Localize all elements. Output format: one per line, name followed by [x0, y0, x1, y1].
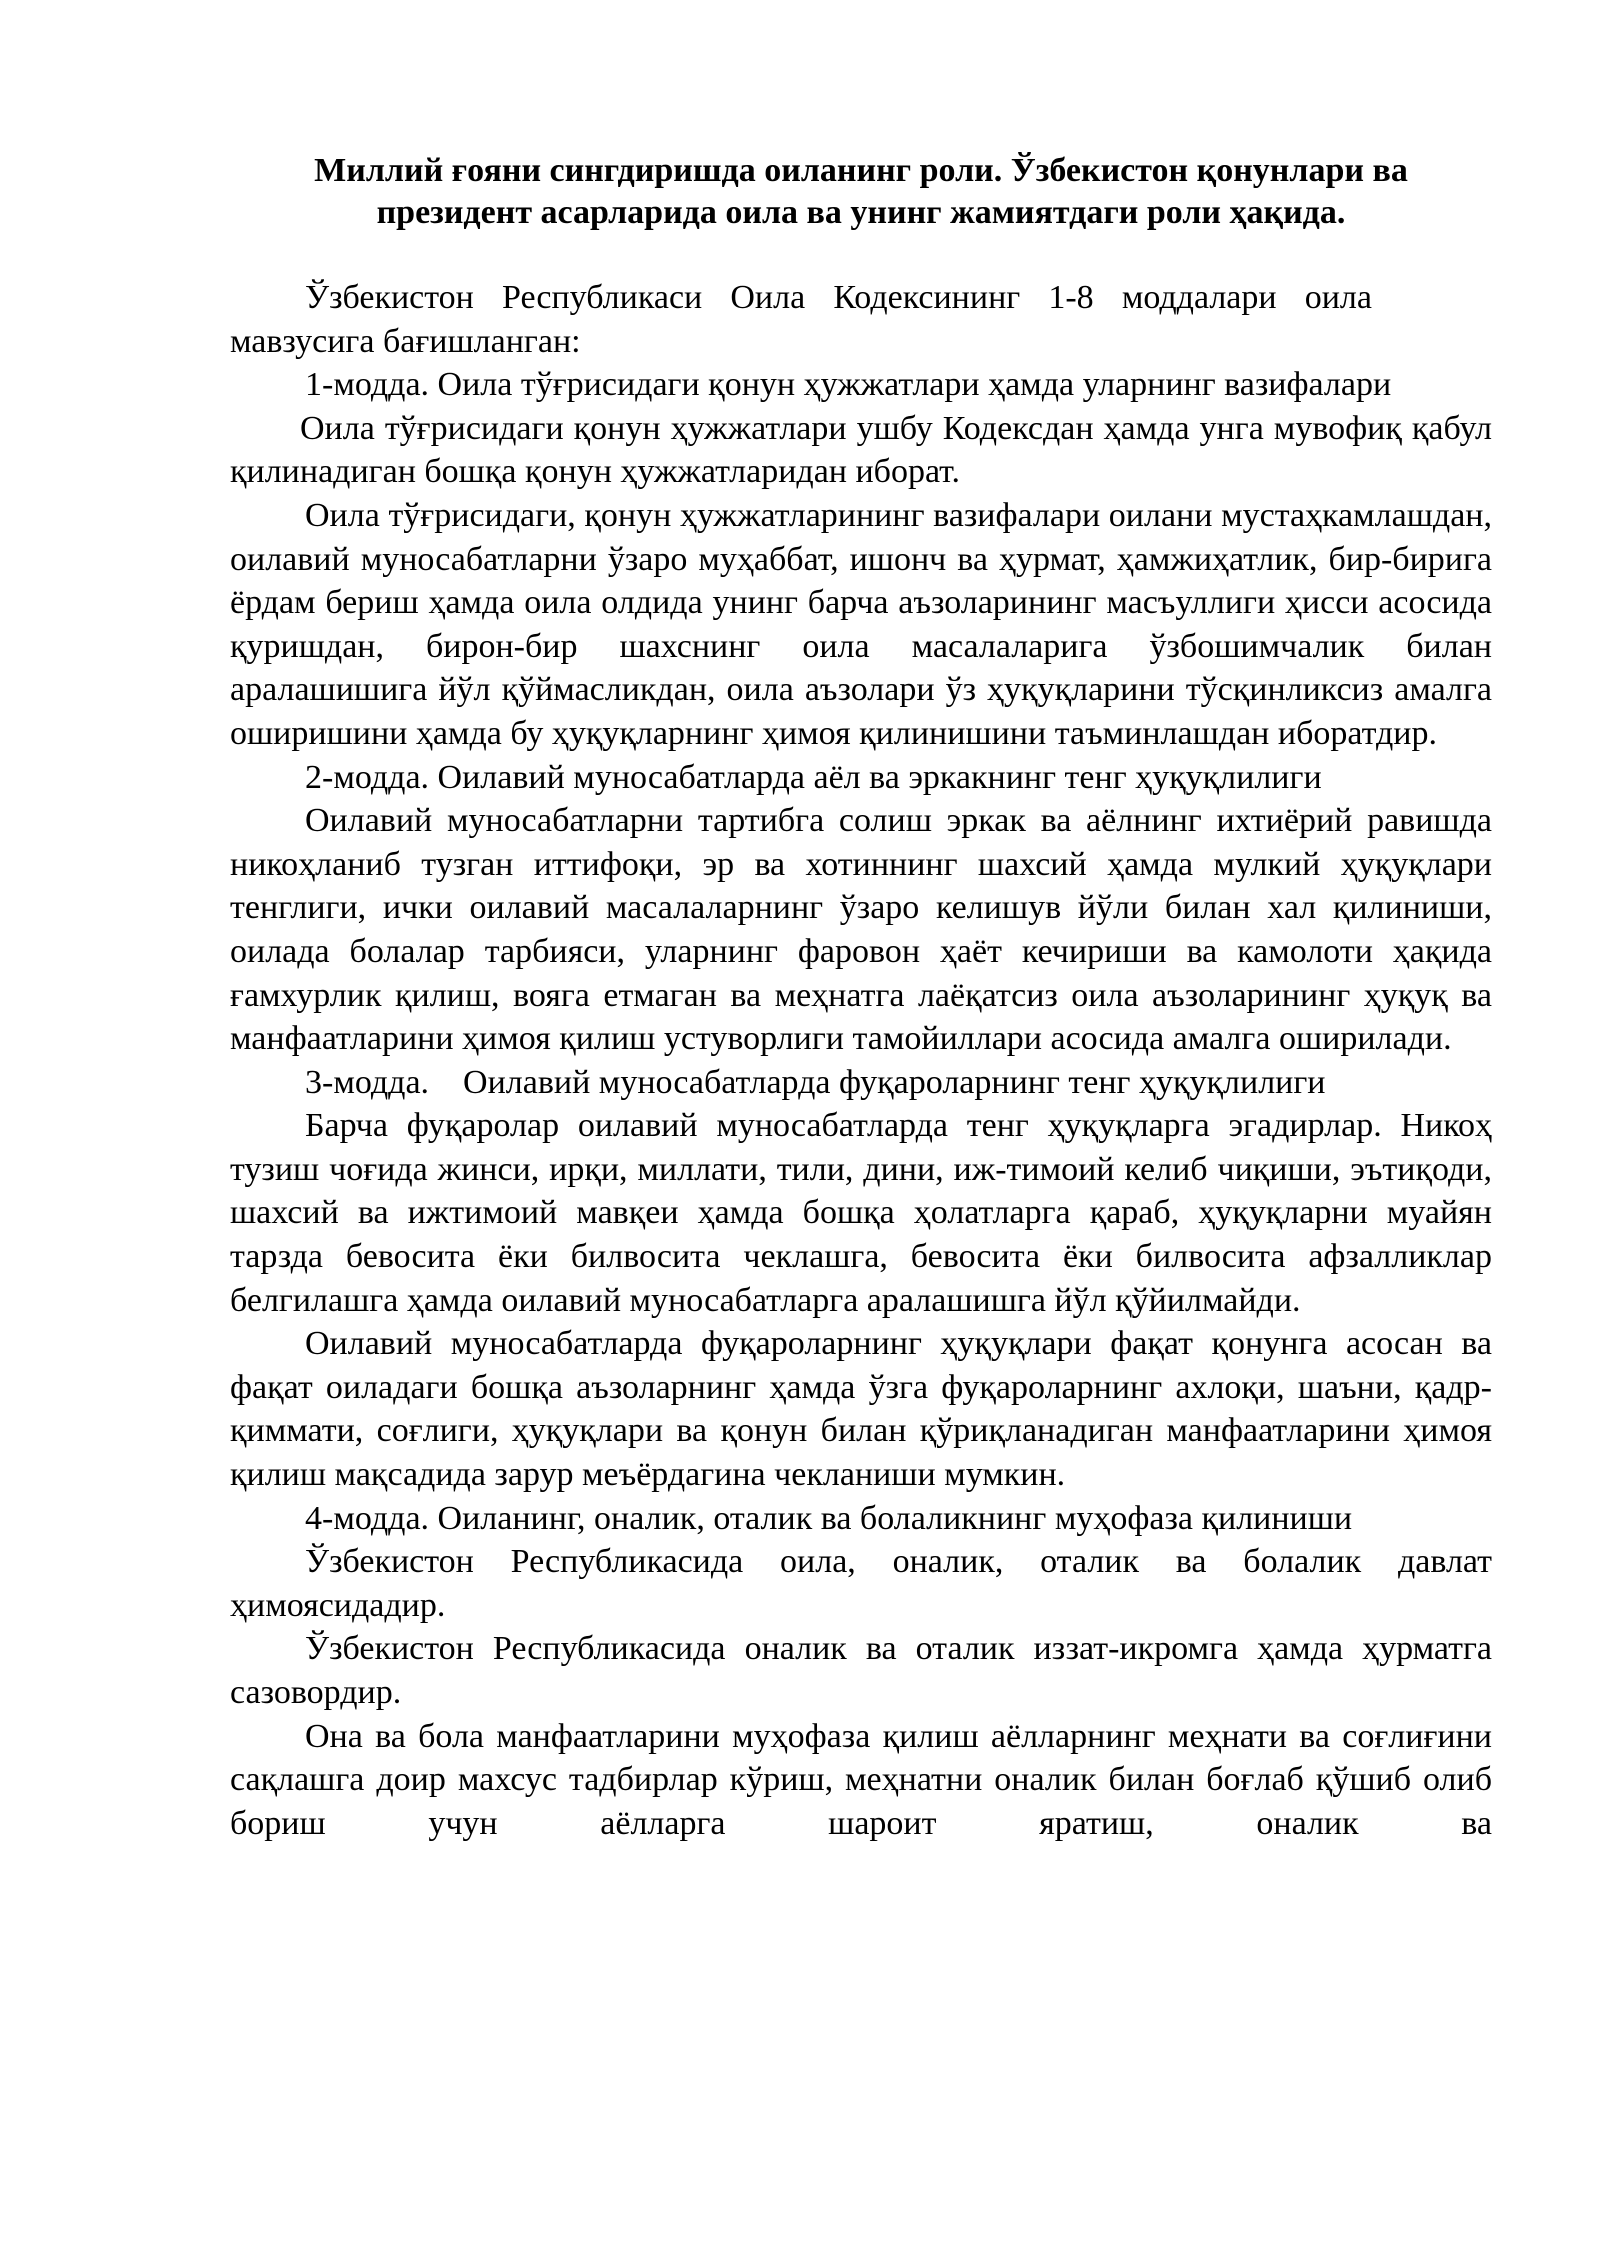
- article-4-paragraph-2: Ўзбекистон Республикасида оналик ва оталик иззат-икромга ҳамда ҳурматга сазовордир.: [230, 1630, 1492, 1711]
- article-1-paragraph-2: Оила тўғрисидаги, қонун ҳужжатларининг вазифалари оилани мустаҳкамлашдан, оилавий муносабатларни ўзаро муҳаббат, ишонч ва ҳурмат, ҳамжиҳатлик, бир-бирига ёрдам бериш ҳамда оила олдида унинг барча аъзоларининг масъуллиги ҳисси асосида қуришдан, бирон-бир шахснинг оила масалаларига ўзбошимчалик билан аралашишига йўл қўймасликдан, оила аъзолари ўз ҳуқуқларини тўсқинликсиз амалга оширишини ҳамда бу ҳуқуқларнинг ҳимоя қилинишини таъминлашдан иборатдир.: [230, 496, 1492, 752]
- article-2-paragraph-1: Оилавий муносабатларни тартибга солиш эркак ва аёлнинг ихтиёрий равишда никоҳланиб тузган иттифоқи, эр ва хотиннинг шахсий ҳамда мулкий ҳуқуқлари тенглиги, ички оилавий масалаларнинг ўзаро келишув йўли билан хал қилиниши, оилада болалар тарбияси, уларнинг фаровон ҳаёт кечириши ва камолоти ҳақида ғамхурлик қилиш, вояга етмаган ва меҳнатга лаёқатсиз оила аъзоларининг ҳуқуқ ва манфаатларини ҳимоя қилиш устуворлиги тамойиллари асосида амалга оширилади.: [230, 802, 1492, 1058]
- article-4-heading: 4-модда. Оиланинг, оналик, оталик ва болаликнинг муҳофаза қилиниши: [305, 1499, 1353, 1537]
- article-1-paragraph-1: Оила тўғрисидаги қонун ҳужжатлари ушбу Кодексдан ҳамда унга мувофиқ қабул қилинадиган бошқа қонун ҳужжатларидан иборат.: [230, 409, 1492, 491]
- title-line-2: президент асарларида оила ва унинг жамиятдаги роли ҳақида.: [376, 194, 1346, 231]
- article-4-paragraph-1: Ўзбекистон Республикасида оила, оналик, оталик ва болалик давлат ҳимоясидадир.: [230, 1543, 1492, 1624]
- title-line-1: Миллий ғояни сингдиришда оиланинг роли. Ўзбекистон қонунлари ва: [314, 152, 1408, 189]
- article-3-paragraph-1: Барча фуқаролар оилавий муносабатларда тенг ҳуқуқларга эгадирлар. Никоҳ тузиш чоғида жинси, ирқи, миллати, тили, дини, иж-тимоий келиб чиқиши, эътиқоди, шахсий ва ижтимоий мавқеи ҳамда бошқа ҳолатларга қараб, ҳуқуқларни муайян тарзда бевосита ёки билвосита чеклашга, бевосита ёки билвосита афзалликлар белгилашга ҳамда оилавий муносабатларга аралашишга йўл қўйилмайди.: [230, 1107, 1492, 1319]
- article-4-paragraph-3: Она ва бола манфаатларини муҳофаза қилиш аёлларнинг меҳнати ва соғлиғини сақлашга доир махсус тадбирлар кўриш, меҳнатни оналик билан боғлаб қўшиб олиб бориш учун аёлларга шароит яратиш, оналик ва: [230, 1717, 1492, 1842]
- article-3-paragraph-2: Оилавий муносабатларда фуқароларнинг ҳуқуқлари фақат қонунга асосан ва фақат оиладаги бошқа аъзоларнинг ҳамда ўзга фуқароларнинг ахлоқи, шаъни, қадр-қиммати, соғлиги, ҳуқуқлари ва қонун билан қўриқланадиган манфаатларини ҳимоя қилиш мақсадида зарур меъёрдагина чекланиши мумкин.: [230, 1325, 1492, 1494]
- document-page: [230, 150, 1492, 1845]
- article-3-heading: 3-модда. Оилавий муносабатларда фуқароларнинг тенг ҳуқуқлилиги: [305, 1063, 1326, 1101]
- document-title: [230, 150, 1492, 234]
- article-1-heading: 1-модда. Оила тўғрисидаги қонун ҳужжатлари ҳамда уларнинг вазифалари: [305, 366, 1392, 404]
- paragraph-intro: Ўзбекистон Республикаси Оила Кодексининг 1-8 моддалари оила мавзусига бағишланган:: [230, 279, 1372, 360]
- article-2-heading: 2-модда. Оилавий муносабатларда аёл ва эркакнинг тенг ҳуқуқлилиги: [305, 758, 1322, 796]
